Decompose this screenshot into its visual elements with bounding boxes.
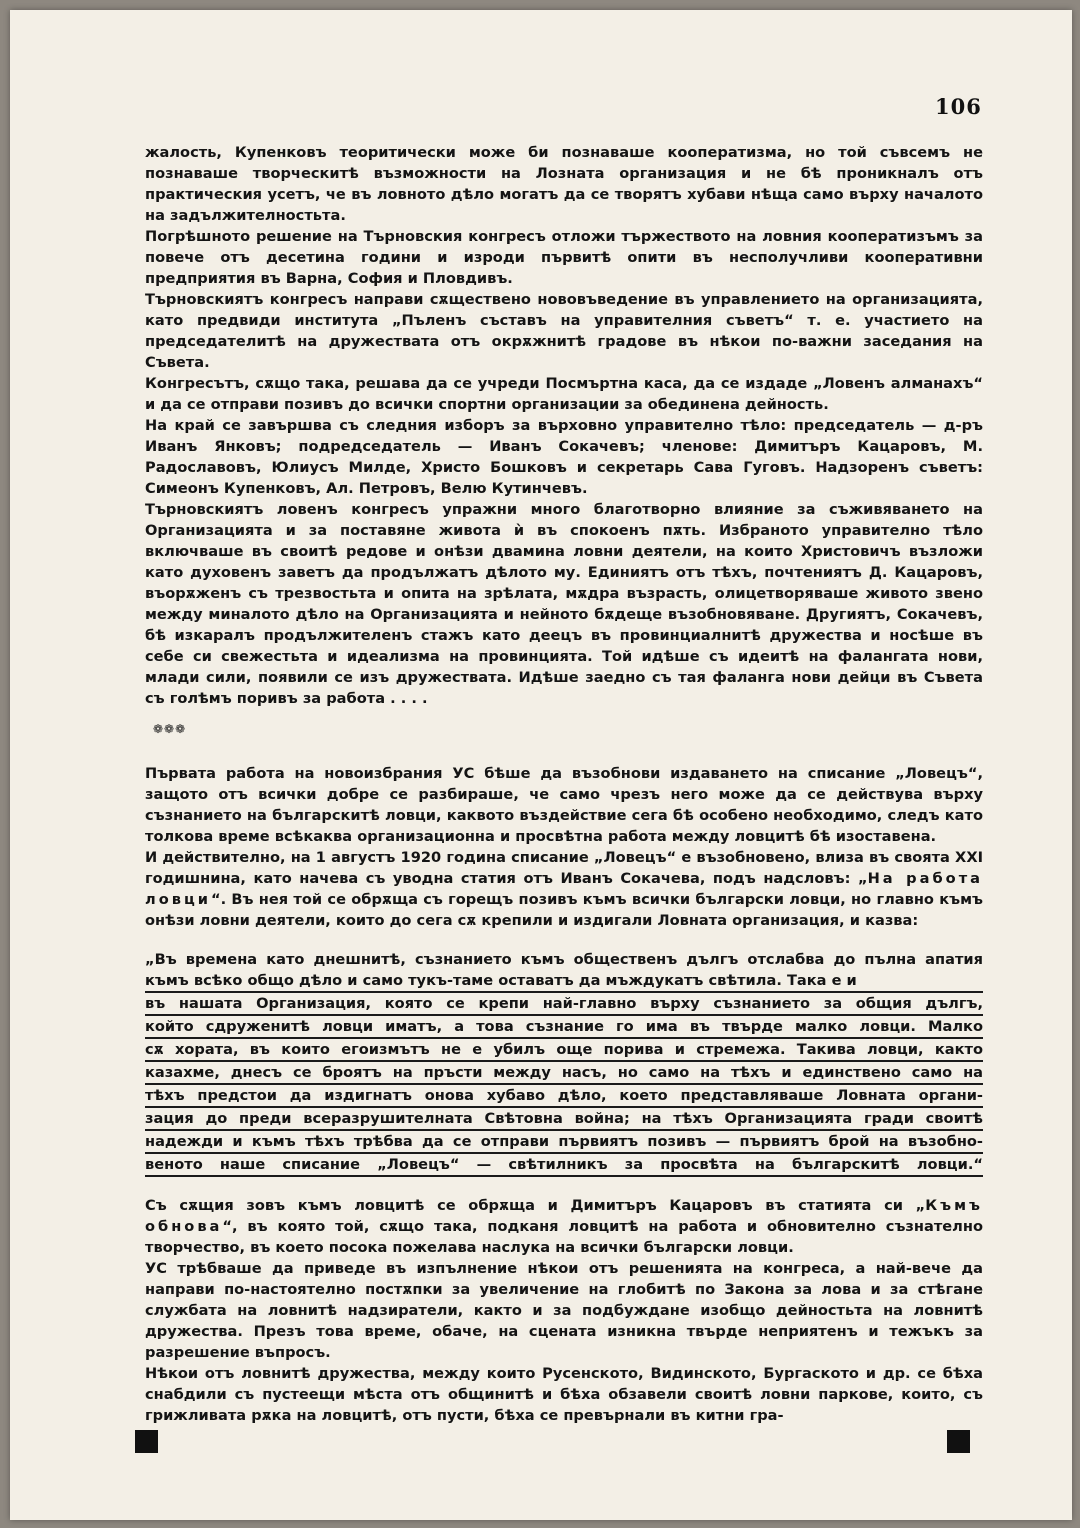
text-run: И действително, на 1 августъ 1920 година списание „Ловецъ“ е възобновено, влиза въ своята XXI годишнина, като начева съ уводна статия отъ Иванъ Сокачева, подъ надсловъ: „ — [145, 849, 983, 887]
quote-line: тѣхъ предстои да издигнатъ онова хубаво дѣло, което представляваше Ловната органи- — [145, 1085, 983, 1108]
flower-ornament-icon: ❁❁❁ — [153, 722, 187, 736]
quote-line: който сдруженитѣ ловци иматъ, а това съзнание го има въ твърде малко ловци. Малко — [145, 1016, 983, 1039]
underlined-quote — [145, 949, 983, 1177]
paragraph: УС трѣбваше да приведе въ изпълнение нѣкои отъ решенията на конгреса, а най-вече да направи по-настоятелно постѫпки за увеличение на глобитѣ по Закона за лова и за стѣгане службата на ловнитѣ надзиратели, както и за подбуждане изобщо дейностьта на ловнитѣ дружества. Презъ това време, обаче, на сцената изникна твърде неприятенъ и тежъкъ за разрешение въпросъ. — [145, 1260, 983, 1361]
article-title: На работа ловци — [145, 870, 983, 908]
page-number: 106 — [935, 94, 982, 119]
quote-line: казахме, днесъ се броятъ на пръсти между насъ, но само на тѣхъ и единствено само на — [145, 1062, 983, 1085]
paragraph-obnova — [145, 1195, 983, 1258]
corner-mark-left — [135, 1430, 158, 1453]
quote-line: „Въ времена като днешнитѣ, съзнанието къмъ общественъ дългъ отслабва до пълна апатия къмъ всѣко общо дѣло и само тукъ-таме оставатъ да мъждукатъ свѣтила. Така е и — [145, 951, 983, 989]
paragraph: На край се завършва съ следния изборъ за върховно управително тѣло: председатель — д-ръ Иванъ Янковъ; подредседатель — Иванъ Сокачевъ; членове: Димитъръ Кацаровъ, М. Радославовъ, Юлиусъ Милде, Христо Бошковъ и секретарь Сава Гуговъ. Надзоренъ съветъ: Симеонъ Купенковъ, Ал. Петровъ, Велю Кутинчевъ. — [145, 417, 983, 497]
article-title: Къмъ обнова — [145, 1197, 983, 1235]
quote-line: надежди и къмъ тѣхъ трѣбва да се отправи първиятъ позивъ — първиятъ брой на възобно- — [145, 1131, 983, 1154]
paragraph: Първата работа на новоизбрания УС бѣше да възобнови издаването на списание „Ловецъ“, защото отъ всички добре се разбираше, че само чрезъ него може да се действува върху съзнанието на българскитѣ ловци, каквото въздействие сега бѣ особено необходимо, следъ като толкова време всѣкаква организационна и просвѣтна работа между ловцитѣ бѣ изоставена. — [145, 765, 983, 845]
document-page — [10, 10, 1072, 1520]
text-run: “, въ която той, сѫщо така, подканя ловцитѣ на работа и обновително съзнателно творчество, въ което посока пожелава наслука на всички български ловци. — [145, 1218, 983, 1256]
main-text — [145, 142, 983, 1426]
paragraph: жалость, Купенковъ теоритически може би познаваше кооператизма, но той съвсемъ не познаваше творческитѣ възможности на Лозната организация и не бѣ проникналъ отъ практическия усетъ, че въ ловното дѣло могатъ да се творятъ хубави нѣща само върху началото на задължителностьта. — [145, 144, 983, 224]
paragraph: Конгресътъ, сѫщо така, решава да се учреди Посмъртна каса, да се издаде „Ловенъ алманахъ“ и да се отправи позивъ до всички спортни организации за обединена дейность. — [145, 375, 983, 413]
quote-line: въ нашата Организация, която се крепи най-главно върху съзнанието за общия дългъ, — [145, 991, 983, 1016]
quote-line: сѫ хората, въ които егоизмътъ не е убилъ още порива и стремежа. Такива ловци, както — [145, 1039, 983, 1062]
quote-line: веното наше списание „Ловецъ“ — свѣтилникъ за просвѣта на българскитѣ ловци.“ — [145, 1154, 983, 1177]
text-run: Съ сѫщия зовъ къмъ ловцитѣ се обрѫща и Димитъръ Кацаровъ въ статията си „ — [145, 1197, 926, 1214]
paragraph: Погрѣшното решение на Търновския конгресъ отложи тържеството на ловния кооператизъмъ за повече отъ десетина години и изроди първитѣ опити въ несполучливи кооперативни предприятия въ Варна, София и Пловдивъ. — [145, 228, 983, 287]
text-run: “. Въ нея той се обрѫща съ горещъ позивъ къмъ всички български ловци, но главно къмъ онѣзи ловни деятели, които до сега сѫ крепили и издигали Ловната организация, и казва: — [145, 891, 983, 929]
paragraph-august — [145, 847, 983, 931]
corner-mark-right — [947, 1430, 970, 1453]
quote-line: зация до преди всеразрушителната Свѣтовна война; на тѣхъ Организацията гради своитѣ — [145, 1108, 983, 1131]
paragraph: Търновскиятъ ловенъ конгресъ упражни много благотворно влияние за съживяването на Организацията и за поставяне живота ѝ въ спокоенъ пѫть. Избраното управително тѣло включваше въ своитѣ редове и онѣзи двамина ловни деятели, на които Христовичъ възложи като духовенъ заветъ да продължатъ дѣлото му. Единиятъ отъ тѣхъ, почтениятъ Д. Кацаровъ, въорѫженъ съ трезвостьта и опита на зрѣлата, мѫдра възрасть, олицетворяваше живото звено между миналото дѣло на Организацията и нейното бѫдеще възобновяване. Другиятъ, Сокачевъ, бѣ изкаралъ продължителенъ стажъ като деецъ въ провинциалнитѣ дружества и носѣше въ себе си свежестьта и идеализма на провинцията. Той идѣше съ идеитѣ на фалангата нови, млади сили, появили се изъ дружествата. Идѣше заедно съ тая фаланга нови дейци въ Съвета съ голѣмъ поривъ за работа . . . . — [145, 501, 983, 707]
paragraph: Търновскиятъ конгресъ направи сѫществено нововъведение въ управлението на организацията, като предвиди института „Пъленъ съставъ на управителния съветъ“ т. е. участието на председателитѣ на дружествата отъ окрѫжнитѣ градове въ нѣкои по-важни заседания на Съвета. — [145, 291, 983, 371]
paragraph: Нѣкои отъ ловнитѣ дружества, между които Русенското, Видинското, Бургаското и др. се бѣха снабдили съ пустеещи мѣста отъ общинитѣ и бѣха обзавели своитѣ ловни паркове, които, съ грижливата рѫка на ловцитѣ, отъ пусти, бѣха се превърнали въ китни гра- — [145, 1365, 983, 1424]
